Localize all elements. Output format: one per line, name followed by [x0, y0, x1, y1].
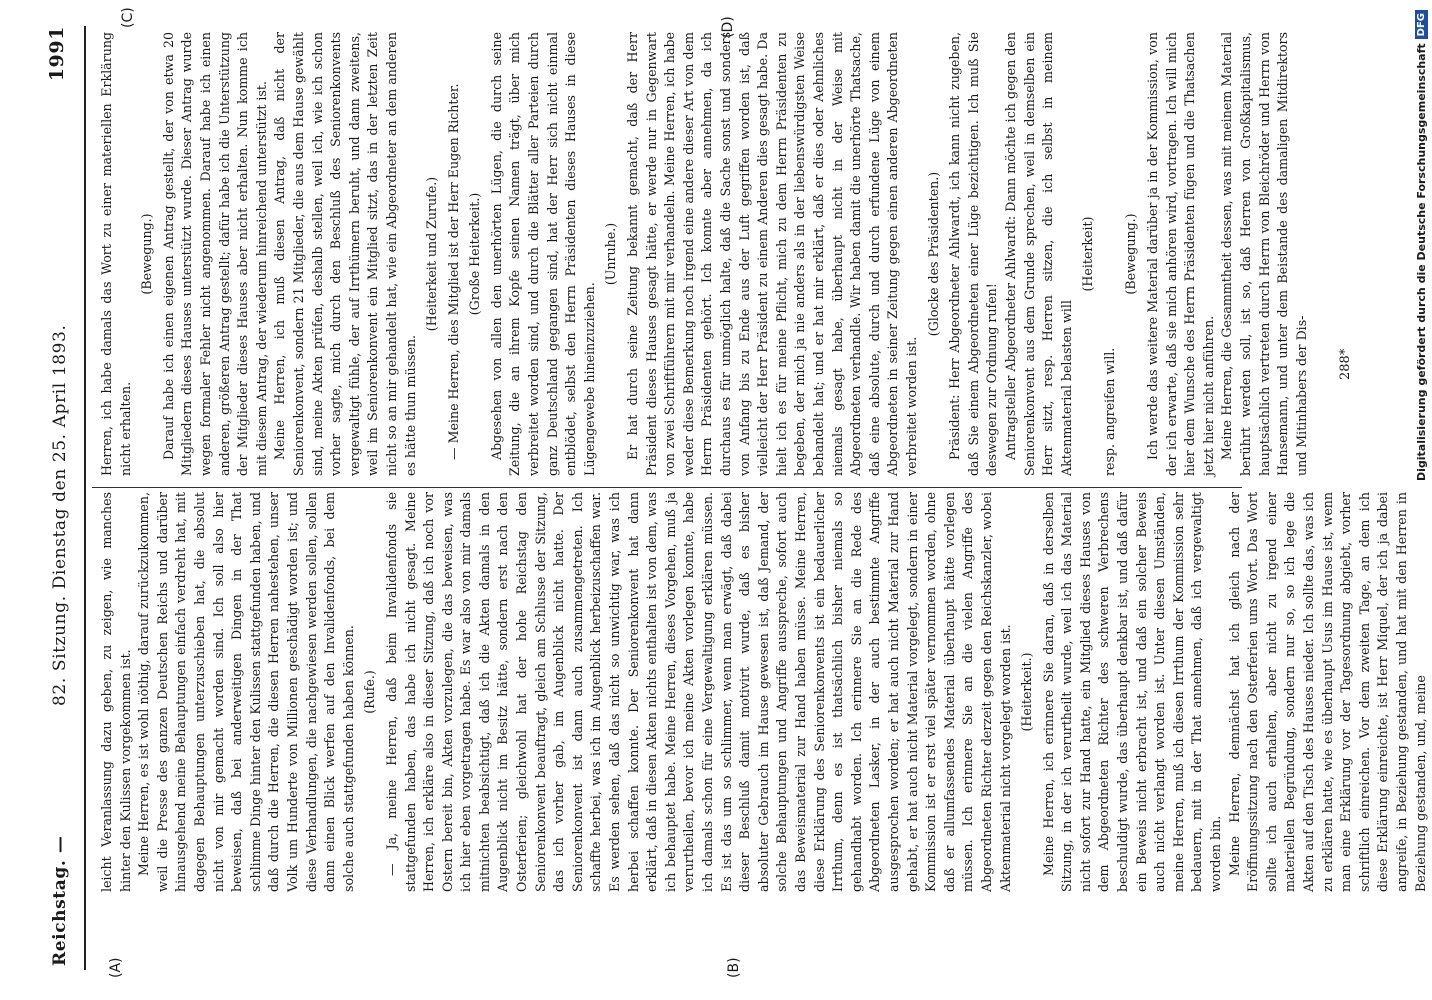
header-center: 82. Sitzung. Dienstag den 25. April 1893.	[50, 324, 70, 706]
header-rule	[84, 26, 86, 970]
stage-direction: (Große Heiterkeit.)	[467, 192, 483, 316]
paragraph: leicht Veranlassung dazu geben, zu zeigen, wie manches hinter den Kulissen vorgekommen ist.	[99, 492, 133, 892]
credit-text: Digitalisierung gefördert durch die Deutsche Forschungsgemeinschaft	[1414, 43, 1428, 482]
paragraph: Präsident: Herr Abgeordneter Ahlwardt, ich kann nicht zugeben, daß Sie einem Abgeordneten einer Lüge bezichtigen. Ich muß Sie deswegen zur Ordnung rufen!	[947, 32, 1000, 476]
dfg-logo: DFG	[1415, 10, 1428, 39]
paragraph: Antragsteller Abgeordneter Ahlwardt: Dann möchte ich gegen den Seniorenkonvent aus dem Grunde sprechen, weil in demselben ein Herr sitzt, resp. Herren sitzen, die ich selbst in meinem Aktenmaterial belasten will	[1002, 32, 1074, 476]
paragraph: Meine Herren, ich muß diesen Antrag, daß nicht der Seniorenkonvent, sondern 21 Mitglieder, die aus dem Hause gewählt sind, meine Akten prüfen, deshalb stellen, weil ich, wie ich schon vorher sagte, mich durch den Beschluß des Seniorenkonvents vergewaltigt fühle, der auf Irrthümern beruht, und dann zweitens, weil im Seniorenkonvent ein Mitglied sitzt, das in der letzten Zeit nicht so an mir gehandelt hat, wie ein Abgeordneter an dem anderen es hätte thun müssen.	[272, 32, 418, 476]
paragraph: Abgesehen von allen den unerhörten Lügen, die durch seine Zeitung, die an ihrem Kopfe seinen Namen trägt, über mich verbreitet worden sind, und durch die Blätter aller Parteien durch ganz Deutschland gegangen sind, hat der Herr sich nicht einmal entblödet, selbst den Herrn Präsidenten dieses Hauses in diese Lügengewebe hineinzuziehen.	[488, 32, 597, 476]
header-left: Reichstag. —	[50, 835, 70, 966]
stage-direction: (Rufe.)	[362, 670, 378, 714]
paragraph: Meine Herren, es ist wohl nöthig, darauf zurückzukommen, weil die Presse des ganzen Deutschen Reichs und darüber hinausgehend meine Behauptungen einfach verdreht hat, mit dagegen Behauptungen unterzuschieben hat, die absolut nicht von mir gemacht worden sind. Ich soll also hier beweisen, daß bei anderweitigen Dingen in der That schlimme Dinge hinter den Kulissen stattgefunden haben, und daß durch die Herren, die diesen Herren nahestehen, unser Volk um Hunderte von Millionen geschädigt worden ist; und diese Verhandlungen, die nachgewiesen werden sollen, sollen dann einen Blick werfen auf den Invalidenfonds, bei dem solche auch stattgefunden haben können.	[136, 492, 356, 892]
stage-direction: (Heiterkeit)	[1080, 216, 1096, 292]
paragraph: Meine Herren, demnächst hat ich gleich nach der Eröffnungssitzung nach den Osterferien ums Wort. Das Wort sollte ich auch erhalten, aber nicht zu irgend einer materiellen Begründung, sondern nur so, so ich lege die Akten auf den Tisch des Hauses nieder. Ich sollte das, was ich zu erklären hatte, wie es überhaupt Usus im Hause ist, wenn man eine Erklärung vor der Tagesordnung abgiebt, vorher schriftlich einreichen. Vor dem zweiten Tage, an dem ich diese Erklärung einreichte, ist Herr Miquel, der ich ja dabei angreife, in Beziehung gestanden, und hat mit den Herren in Beziehung gestanden, und, meine	[1226, 492, 1428, 892]
column-divider	[92, 487, 1242, 488]
stage-direction: (Glocke des Präsidenten.)	[925, 171, 941, 337]
stage-direction: (Heiterkeit und Zurufe.)	[424, 176, 440, 332]
page-number: 1991	[46, 26, 68, 82]
paragraph: Meine Herren, die Gesammtheit dessen, was mit meinem Material berührt werden soll, ist so, daß Herren von Großkapitalismus, hauptsächlich vertreten durch Herrn von Bleichröder und Herrn von Hansemann, und unter dem Beistande des damaligen Mitdirektors und Mitinhabers der Dis-	[1219, 32, 1309, 476]
stage-direction: (Bewegung.)	[139, 213, 155, 295]
margin-marker-b: (B)	[726, 957, 742, 978]
text-column-left	[98, 492, 1428, 892]
margin-marker-d: (D)	[720, 16, 736, 38]
paragraph: — Meine Herren, dies Mitglied ist der Herr Eugen Richter.	[445, 83, 461, 460]
text-column-right	[98, 32, 1318, 476]
stage-direction: (Bewegung.)	[1123, 213, 1139, 295]
paragraph: Herren, ich habe damals das Wort zu einer materiellen Erklärung nicht erhalten.	[99, 32, 133, 476]
paragraph: Meine Herren, ich erinnere Sie daran, daß in derselben Sitzung, in der ich verurtheilt wurde, weil ich das Material nicht sofort zur Hand hatte, ein Mitglied dieses Hauses von dem Abgeordneten Richter des schweren Verbrechens beschuldigt wurde, das überhaupt denkbar ist, und daß dafür ein Beweis nicht erbracht ist, und daß ein solcher Beweis auch nicht verlangt worden ist. Unter diesen Umständen, meine Herren, muß ich diesen Irrthum der Kommission sehr bedauern, mit in der That annehmen, daß ich vergewaltigt worden bin.	[1040, 492, 1224, 892]
margin-marker-a: (A)	[108, 957, 124, 978]
paragraph: Ich werde das weitere Material darüber ja in der Kommission, von der ich erwarte, daß sie mich anhören wird, vortragen. Ich will mich hier dem Wunsche des Herrn Präsidenten fügen und die Thatsachen jetzt hier nicht anführen.	[1145, 32, 1216, 476]
page-footnote-mark: 288*	[1338, 348, 1353, 380]
running-header	[40, 26, 80, 966]
paragraph: Darauf habe ich einen eigenen Antrag gestellt, der von etwa 20 Mitgliedern dieses Hauses unterstützt wurde. Dieser Antrag wurde wegen formaler Fehler nicht angenommen. Darauf habe ich einen anderen, größeren Antrag gestellt; dafür habe ich die Unterstützung der Mitglieder dieses Hauses aber nicht erhalten. Nun komme ich mit diesem Antrag, der wiederum hinreichend unterstützt ist.	[160, 32, 269, 476]
paragraph: — Ja, meine Herren, daß beim Invalidenfonds sie stattgefunden haben, das habe ich nicht gesagt. Meine Herren, ich erkläre also in dieser Sitzung, daß ich noch vor Ostern bereit bin, Akten vorzulegen, die das beweisen, was ich hier eben vorgetragen habe. Es war also von mir damals mitnichten beabsichtigt, daß ich die Akten damals in den Augenblick nicht im Besitz hätte, sondern erst nach den Osterferien; gleichwohl hat der hohe Reichstag den Seniorenkonvent beauftragt, gleich am Schlusse der Sitzung, das ich vorher gab, im Augenblick nicht hatte. Der Seniorenkonvent ist dann auch zusammengetreten. Ich schaffte herbei, was ich im Augenblick herbeizuschaffen war. Es werden sehen, daß das nicht so unwichtig war, was ich herbei schaffen konnte. Der Seniorenkonvent hat dann erklärt, daß in diesen Akten nichts enthalten ist von dem, was ich behauptet habe. Meine Herren, dieses Vorgehen, muß ja verurtheilen, bevor ich meine Akten vorlegen konnte, habe ich damals schon für eine Vergewaltigung erklären müssen. Es ist das um so schlimmer, wenn man erwägt, daß dabei dieser Beschluß damit motivirt wurde, daß es bisher absoluter Gebrauch im Hause gewesen ist, daß Jemand, der solche Behauptungen und Angriffe ausspreche, sofort auch das Beweismaterial zur Hand haben müsse. Meine Herren, diese Erklärung des Seniorenkonvents ist ein bedauerlicher Irrthum, denn es ist thatsächlich bisher niemals so gehandhabt worden. Ich erinnere Sie an die Rede des Abgeordneten Lasker, in der auch bestimmte Angriffe ausgesprochen worden; er hat auch nicht Material zur Hand gehabt, er hat auch nicht Material vorgelegt, sondern in einer Kommission ist er erst viel später vernommen worden, ohne daß er allumfassendes Material überhaupt hätte vorlegen müssen. Ich erinnere Sie an die vielen Angriffe des Abgeordneten Richter derzeit gegen den Reichskanzler, wobei Aktenmaterial nicht vorgelegt worden ist.	[383, 492, 1013, 892]
digitization-credit	[1410, 0, 1432, 1000]
stage-direction: (Unruhe.)	[603, 222, 619, 286]
paragraph: Er hat durch seine Zeitung bekannt gemacht, daß der Herr Präsident dieses Hauses gesagt hätte, er werde nur in Gegenwart von zwei Schriftführern mit mir verhandeln. Meine Herren, ich habe weder diese Bemerkung noch irgend eine andere dieser Art von dem Herrn Präsidenten gehört. Ich konnte aber annehmen, da ich durchaus es für unmöglich halte, daß die Sache sonst und sonders von Anfang bis zu Ende aus der Luft gegriffen worden ist, daß vielleicht der Herr Präsident zu einem Anderen dies gesagt habe. Da hielt ich es für meine Pflicht, mich zu dem Herrn Präsidenten zu begeben, der mich ja nie anders als in der liebenswürdigsten Weise behandelt hat; und er hat mir erklärt, daß er dies oder Aehnliches niemals gesagt habe, überhaupt nicht in der Weise mit Abgeordneten verhandle. Wir haben damit die unerhörte Thatsache, daß eine absolute, durch und durch erfundene Lüge von einem Abgeordneten in seiner Zeitung gegen einen anderen Abgeordneten verbreitet worden ist.	[625, 32, 919, 476]
stage-direction: (Heiterkeit.)	[1019, 652, 1035, 732]
margin-marker-c: (C)	[120, 7, 136, 28]
paragraph: resp. angreifen will.	[1101, 347, 1117, 476]
